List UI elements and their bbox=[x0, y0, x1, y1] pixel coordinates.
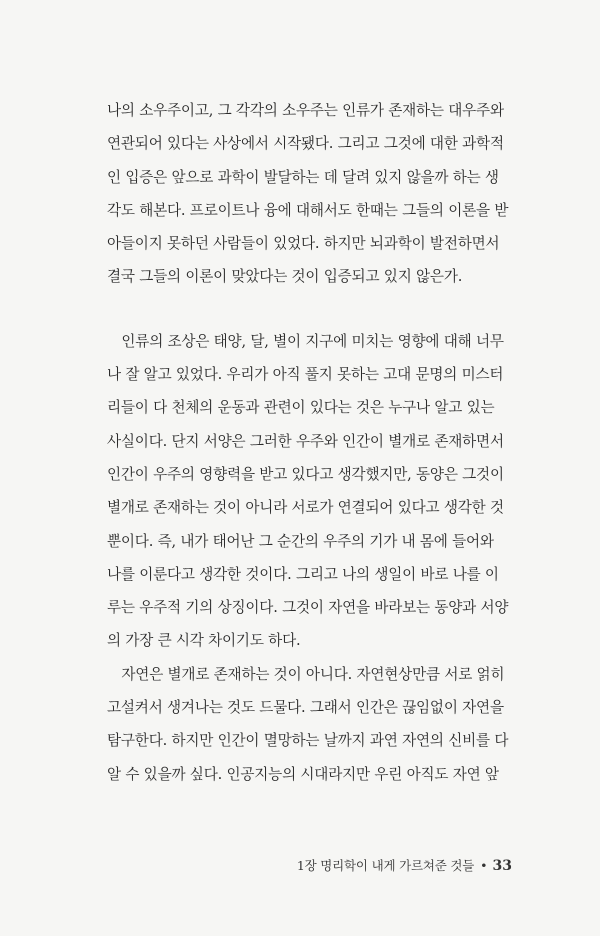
page-footer bbox=[0, 856, 512, 874]
bullet-separator: • bbox=[480, 858, 488, 873]
text-line: 별개로 존재하는 것이 아니라 서로가 연결되어 있다고 생각한 것 bbox=[107, 499, 504, 517]
page-number: 33 bbox=[492, 858, 512, 874]
text-line: 연관되어 있다는 사상에서 시작됐다. 그리고 그것에 대한 과학적 bbox=[107, 135, 504, 153]
paragraph-2 bbox=[107, 325, 515, 658]
text-line: 나의 소우주이고, 그 각각의 소우주는 인류가 존재하는 대우주와 bbox=[107, 102, 504, 119]
text-line: 자연은 별개로 존재하는 것이 아니다. 자연현상만큼 서로 얽히 bbox=[107, 665, 505, 683]
paragraph-spacer bbox=[107, 294, 515, 325]
paragraph-1 bbox=[107, 94, 515, 294]
paragraph-3 bbox=[107, 658, 515, 791]
text-line: 인 입증은 앞으로 과학이 발달하는 데 달려 있지 않을까 하는 생 bbox=[107, 168, 499, 186]
text-line: 뿐이다. 즉, 내가 태어난 그 순간의 우주의 기가 내 몸에 들어와 bbox=[107, 532, 494, 550]
text-line: 루는 우주적 기의 상징이다. 그것이 자연을 바라보는 동양과 서양 bbox=[107, 599, 509, 617]
text-line: 결국 그들의 이론이 맞았다는 것이 입증되고 있지 않은가. bbox=[107, 268, 463, 286]
text-line: 고설켜서 생겨나는 것도 드물다. 그래서 인간은 끊임없이 자연을 bbox=[107, 699, 504, 717]
text-line: 나 잘 알고 있었다. 우리가 아직 풀지 못하는 고대 문명의 미스터 bbox=[107, 366, 504, 384]
body-text bbox=[107, 94, 515, 791]
text-line: 인간이 우주의 영향력을 받고 있다고 생각했지만, 동양은 그것이 bbox=[107, 465, 504, 483]
text-line: 리들이 다 천체의 운동과 관련이 있다는 것은 누구나 알고 있는 bbox=[107, 399, 495, 417]
text-line: 탐구한다. 하지만 인간이 멸망하는 날까지 과연 자연의 신비를 다 bbox=[107, 732, 509, 750]
text-line: 아들이지 못하던 사람들이 있었다. 하지만 뇌과학이 발전하면서 bbox=[107, 235, 500, 253]
text-line: 인류의 조상은 태양, 달, 별이 지구에 미치는 영향에 대해 너무 bbox=[107, 332, 504, 350]
text-line: 나를 이룬다고 생각한 것이다. 그리고 나의 생일이 바로 나를 이 bbox=[107, 565, 499, 583]
chapter-title: 1장 명리학이 내게 가르쳐준 것들 bbox=[296, 858, 475, 873]
text-line: 각도 해본다. 프로이트나 융에 대해서도 한때는 그들의 이론을 받 bbox=[107, 201, 509, 219]
text-line: 사실이다. 단지 서양은 그러한 우주와 인간이 별개로 존재하면서 bbox=[107, 432, 504, 450]
text-line: 의 가장 큰 시각 차이기도 하다. bbox=[107, 632, 301, 650]
text-line: 알 수 있을까 싶다. 인공지능의 시대라지만 우린 아직도 자연 앞 bbox=[107, 765, 499, 783]
